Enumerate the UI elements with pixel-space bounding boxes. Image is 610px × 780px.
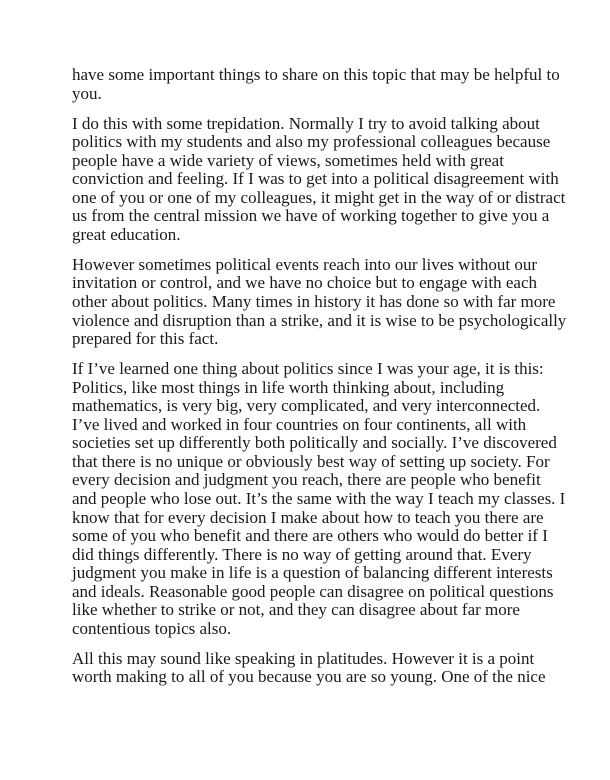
text-line: some of you who benefit and there are others who would do better if I [72,526,548,546]
text-line: violence and disruption than a strike, and it is wise to be psychologically [72,310,567,330]
text-line: every decision and judgment you reach, there are people who benefit [72,470,541,490]
text-line: people have a wide variety of views, sometimes held with great [72,150,504,170]
text-line: that there is no unique or obviously best way of setting up society. For [72,451,550,471]
text-line: I’ve lived and worked in four countries on four continents, all with [72,414,527,434]
paragraph [72,650,592,687]
text-line: conviction and feeling. If I was to get into a political disagreement with [72,169,559,189]
text-line: you. [72,83,102,103]
text-line: However sometimes political events reach into our lives without our [72,254,538,274]
text-line: one of you or one of my colleagues, it might get in the way of or distract [72,187,566,207]
text-line: All this may sound like speaking in platitudes. However it is a point [72,648,535,668]
text-line: prepared for this fact. [72,329,219,349]
text-line: great education. [72,224,181,244]
text-line: and people who lose out. It’s the same with the way I teach my classes. I [72,488,566,508]
paragraph [72,256,592,349]
text-line: did things differently. There is no way of getting around that. Every [72,544,532,564]
text-line: us from the central mission we have of working together to give you a [72,206,550,226]
paragraph [72,360,592,638]
document-page [72,66,592,698]
paragraph [72,115,592,245]
text-line: politics with my students and also my professional colleagues because [72,132,551,152]
text-line: have some important things to share on this topic that may be helpful to [72,65,560,84]
text-line: worth making to all of you because you are so young. One of the nice [72,667,546,687]
text-line: I do this with some trepidation. Normally I try to avoid talking about [72,113,540,133]
text-line: and ideals. Reasonable good people can disagree on political questions [72,581,554,601]
text-line: judgment you make in life is a question of balancing different interests [72,563,553,583]
text-line: Politics, like most things in life worth thinking about, including [72,377,505,397]
text-line: other about politics. Many times in history it has done so with far more [72,292,556,312]
text-line: societies set up differently both politically and socially. I’ve discovered [72,433,557,453]
text-line: know that for every decision I make about how to teach you there are [72,507,544,527]
text-line: If I’ve learned one thing about politics since I was your age, it is this: [72,359,544,379]
text-line: like whether to strike or not, and they can disagree about far more [72,600,520,620]
text-line: contentious topics also. [72,618,232,638]
text-line: mathematics, is very big, very complicated, and very interconnected. [72,396,541,416]
text-line: invitation or control, and we have no choice but to engage with each [72,273,537,293]
paragraph [72,66,592,103]
